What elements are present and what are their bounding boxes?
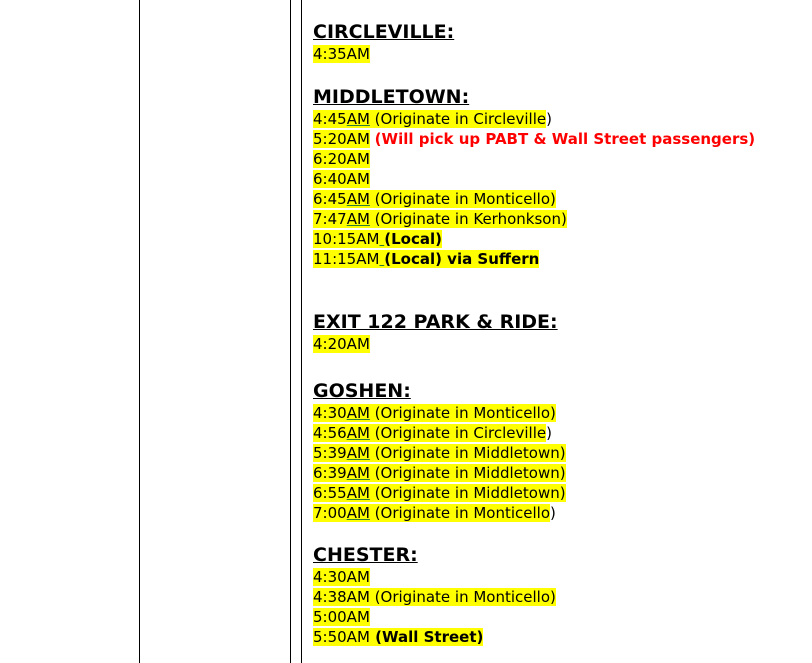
origin-note: Originate in Monticello: [380, 504, 551, 522]
departure-time: 5:20AM: [313, 130, 370, 148]
am-suffix: AM: [346, 190, 370, 208]
wall-street-note: (Wall Street): [369, 628, 484, 646]
departure-time: 7:00: [313, 504, 347, 522]
origin-note: (Originate in Monticello): [369, 588, 556, 606]
departure-time: 5:50AM: [313, 628, 370, 646]
section-heading: CHESTER:: [313, 544, 418, 566]
origin-note: Originate in Circleville: [380, 424, 547, 442]
schedule-line: 4:56AM (Originate in Circleville): [313, 424, 552, 442]
departure-time: 4:30: [313, 404, 347, 422]
local-note: (Local): [384, 230, 442, 248]
departure-time: 4:45: [313, 110, 347, 128]
schedule-line: [313, 607, 556, 627]
am-suffix: AM: [346, 444, 370, 462]
departure-time: 11:15AM: [313, 250, 380, 268]
section-heading: EXIT 122 PARK & RIDE:: [313, 311, 558, 333]
am-suffix: AM: [346, 484, 370, 502]
section-middletown: [313, 85, 755, 269]
origin-note: Originate in Kerhonkson: [380, 210, 561, 228]
departure-time: 6:20AM: [313, 150, 370, 168]
am-suffix: AM: [346, 210, 370, 228]
schedule-line: [313, 149, 755, 169]
schedule-line: 4:30AM (Originate in Monticello): [313, 404, 556, 422]
am-suffix: AM: [346, 404, 370, 422]
schedule-line: [313, 169, 755, 189]
departure-time: 10:15AM: [313, 230, 380, 248]
departure-time: 4:38AM: [313, 588, 370, 606]
departure-time: 4:30AM: [313, 568, 370, 586]
section-circleville: [313, 20, 454, 64]
section-heading: CIRCLEVILLE:: [313, 21, 455, 43]
table-border-left: [139, 0, 140, 663]
section-exit-122: [313, 310, 558, 354]
origin-note: Originate in Circleville: [380, 110, 547, 128]
section-goshen: [313, 379, 566, 523]
local-note: (Local) via Suffern: [384, 250, 540, 268]
schedule-line: 7:47AM (Originate in Kerhonkson): [313, 210, 567, 228]
section-chester: [313, 543, 556, 647]
departure-time: 5:00AM: [313, 608, 370, 626]
departure-time: 4:56: [313, 424, 347, 442]
schedule-line: 7:00AM (Originate in Monticello): [313, 504, 556, 522]
am-suffix: AM: [346, 464, 370, 482]
origin-note: Originate in Middletown: [380, 444, 560, 462]
origin-note: Originate in Monticello: [380, 404, 551, 422]
schedule-line: [313, 567, 556, 587]
table-border-right: [301, 0, 302, 663]
am-suffix: AM: [346, 424, 370, 442]
schedule-line: 4:45AM (Originate in Circleville): [313, 110, 552, 128]
departure-time: 6:55: [313, 484, 347, 502]
departure-time: 6:40AM: [313, 170, 370, 188]
schedule-line: [313, 44, 454, 64]
departure-time: 4:35AM: [313, 45, 370, 63]
schedule-line: 5:39AM (Originate in Middletown): [313, 444, 566, 462]
table-border-middle: [290, 0, 291, 663]
schedule-line: [313, 249, 755, 269]
departure-time: 7:47: [313, 210, 347, 228]
schedule-line: 6:45AM (Originate in Monticello): [313, 190, 556, 208]
passenger-note: (Will pick up PABT & Wall Street passengers): [374, 130, 756, 148]
schedule-line: [313, 334, 558, 354]
departure-time: 5:39: [313, 444, 347, 462]
origin-note: Originate in Middletown: [380, 484, 560, 502]
origin-note: Originate in Monticello: [380, 190, 551, 208]
schedule-line: [313, 627, 556, 647]
schedule-line: 6:39AM (Originate in Middletown): [313, 464, 566, 482]
schedule-line: 6:55AM (Originate in Middletown): [313, 484, 566, 502]
origin-note: Originate in Middletown: [380, 464, 560, 482]
section-heading: MIDDLETOWN:: [313, 86, 470, 108]
schedule-line: [313, 229, 755, 249]
departure-time: 6:39: [313, 464, 347, 482]
departure-time: 6:45: [313, 190, 347, 208]
schedule-line: [313, 587, 556, 607]
am-suffix: AM: [346, 504, 370, 522]
departure-time: 4:20AM: [313, 335, 370, 353]
schedule-line: [313, 129, 755, 149]
section-heading: GOSHEN:: [313, 380, 411, 402]
am-suffix: AM: [346, 110, 370, 128]
